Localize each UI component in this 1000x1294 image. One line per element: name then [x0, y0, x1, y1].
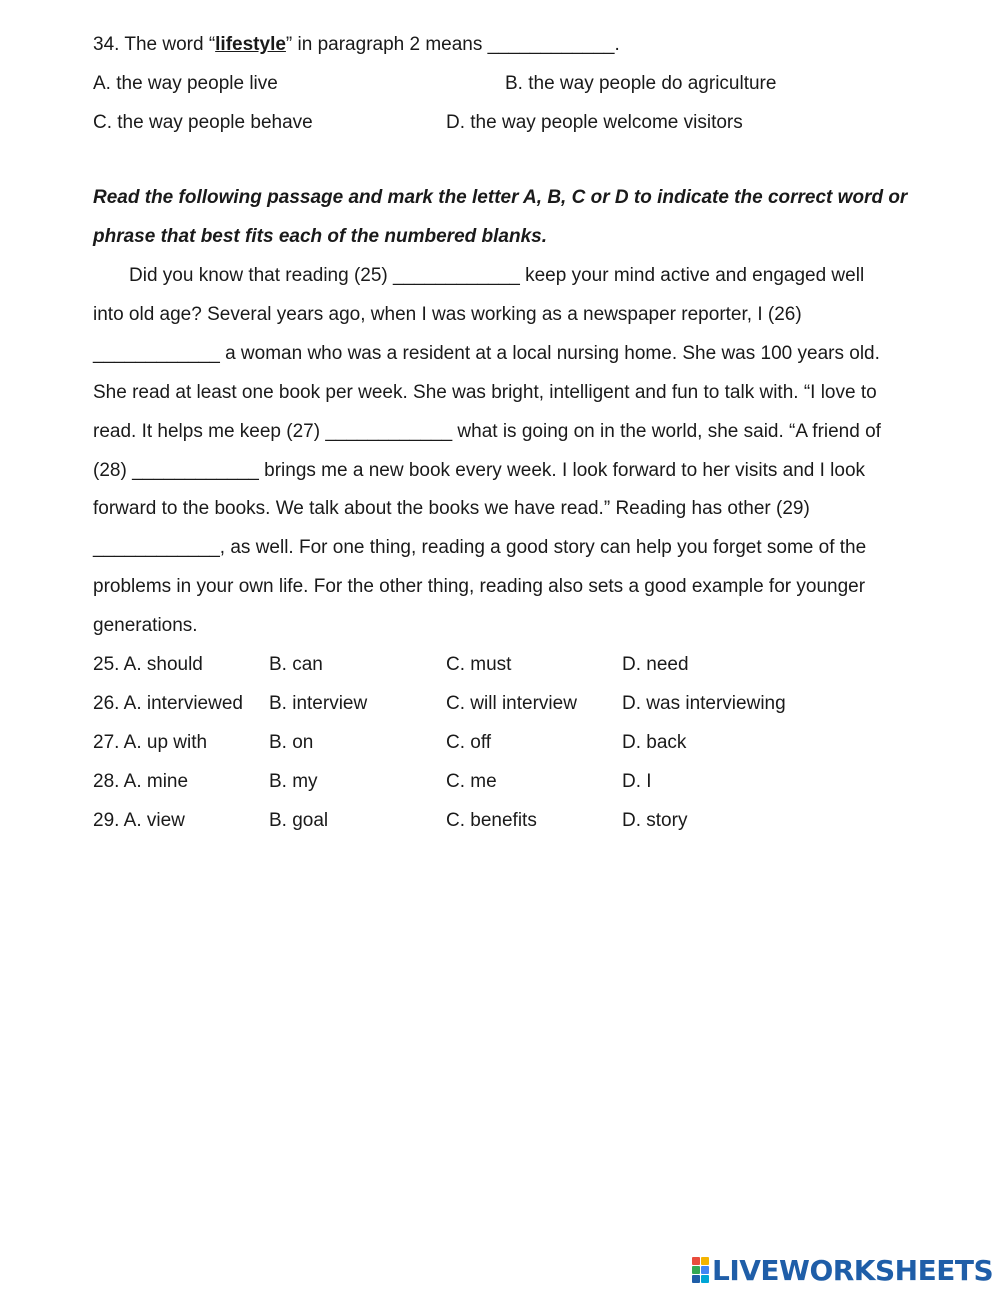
- question-34-suffix: ” in paragraph 2 means ____________.: [285, 34, 620, 55]
- question-34-stem: [93, 33, 620, 57]
- question-26-option-b[interactable]: B. interview: [269, 693, 368, 714]
- passage-line: into old age? Several years ago, when I was working as a newspaper reporter, I (26): [93, 304, 802, 325]
- question-28-option-a[interactable]: 28. A. mine: [93, 771, 189, 792]
- liveworksheets-logo-icon: [692, 1257, 709, 1283]
- passage-line: forward to the books. We talk about the books we have read.” Reading has other (29): [93, 498, 810, 519]
- question-34-option-b[interactable]: B. the way people do agriculture: [505, 73, 777, 94]
- logo-text: LIVEWORKSHEETS: [712, 1253, 994, 1287]
- instruction-line-1: Read the following passage and mark the letter A, B, C or D to indicate the correct word or: [93, 187, 908, 208]
- question-27-option-b[interactable]: B. on: [269, 732, 314, 753]
- question-29-option-a[interactable]: 29. A. view: [93, 810, 185, 831]
- passage-line: ____________ a woman who was a resident at a local nursing home. She was 100 years old.: [93, 343, 880, 364]
- question-28-option-d[interactable]: D. I: [622, 771, 652, 792]
- question-25-option-d[interactable]: D. need: [622, 654, 689, 675]
- question-29-option-c[interactable]: C. benefits: [446, 810, 537, 831]
- instruction-line-2: phrase that best fits each of the numbered blanks.: [93, 226, 547, 247]
- passage-line: She read at least one book per week. She was bright, intelligent and fun to talk with. “I love to: [93, 382, 877, 403]
- question-34-option-c[interactable]: C. the way people behave: [93, 112, 313, 133]
- question-34-option-a[interactable]: A. the way people live: [93, 73, 278, 94]
- question-29-option-d[interactable]: D. story: [622, 810, 688, 831]
- question-27-option-a[interactable]: 27. A. up with: [93, 732, 208, 753]
- question-28-option-b[interactable]: B. my: [269, 771, 318, 792]
- question-27-option-c[interactable]: C. off: [446, 732, 492, 753]
- liveworksheets-logo[interactable]: [692, 1254, 993, 1286]
- question-34-option-d[interactable]: D. the way people welcome visitors: [446, 112, 743, 133]
- question-26-option-d[interactable]: D. was interviewing: [622, 693, 786, 714]
- passage-line: generations.: [93, 615, 198, 636]
- question-26-option-a[interactable]: 26. A. interviewed: [93, 693, 243, 714]
- question-34-keyword: lifestyle: [215, 34, 286, 55]
- passage-line: read. It helps me keep (27) ____________ what is going on in the world, she said. “A friend of: [93, 421, 881, 442]
- passage-line: problems in your own life. For the other thing, reading also sets a good example for younger: [93, 576, 866, 597]
- question-28-option-c[interactable]: C. me: [446, 771, 497, 792]
- passage-line: Did you know that reading (25) ____________ keep your mind active and engaged well: [129, 265, 865, 286]
- question-29-option-b[interactable]: B. goal: [269, 810, 329, 831]
- passage-line: (28) ____________ brings me a new book every week. I look forward to her visits and I look: [93, 460, 866, 481]
- question-25-option-b[interactable]: B. can: [269, 654, 323, 675]
- question-25-option-a[interactable]: 25. A. should: [93, 654, 203, 675]
- passage-line: ____________, as well. For one thing, reading a good story can help you forget some of the: [93, 537, 867, 558]
- question-27-option-d[interactable]: D. back: [622, 732, 687, 753]
- question-25-option-c[interactable]: C. must: [446, 654, 512, 675]
- question-34-prefix: 34. The word “: [93, 34, 216, 55]
- question-26-option-c[interactable]: C. will interview: [446, 693, 577, 714]
